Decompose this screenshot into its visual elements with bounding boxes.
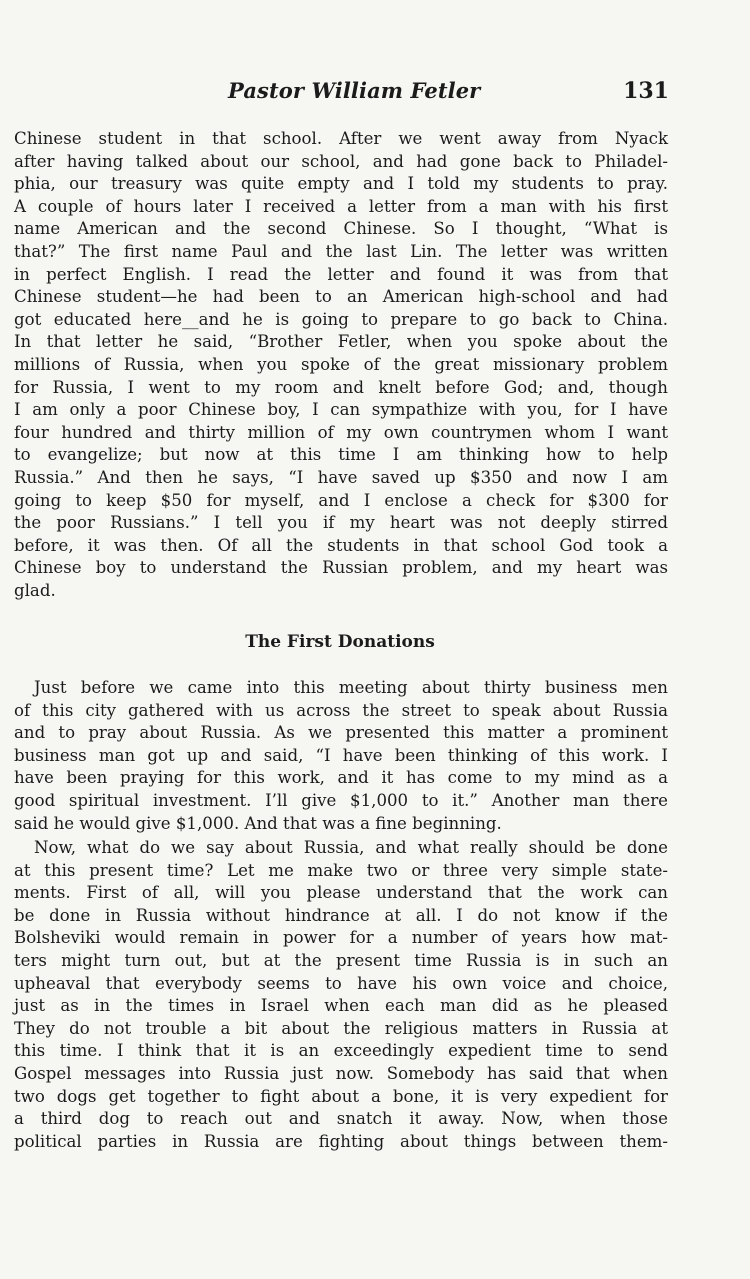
text-line: ters might turn out, but at the present time Russia is in such an xyxy=(14,950,668,970)
text-line: that?” The first name Paul and the last Lin. The letter was written xyxy=(14,241,668,261)
paragraph-russia-now xyxy=(14,837,668,1153)
text-line: Now, what do we say about Russia, and what really should be done xyxy=(34,838,668,857)
running-title: Pastor William Fetler xyxy=(228,78,481,103)
running-head xyxy=(0,78,750,108)
text-line: Chinese student in that school. After we went away from Nyack xyxy=(14,129,668,148)
text-line: phia, our treasury was quite empty and I told my students to pray. xyxy=(14,174,668,194)
text-line: have been praying for this work, and it has come to my mind as a xyxy=(14,768,668,788)
text-line: A couple of hours later I received a letter from a man with his first xyxy=(14,196,668,216)
text-line: Just before we came into this meeting about thirty business men xyxy=(34,678,668,697)
text-line: the poor Russians.” I tell you if my heart was not deeply stirred xyxy=(14,513,668,533)
text-line: business man got up and said, “I have been thinking of this work. I xyxy=(14,745,668,765)
text-line: upheaval that everybody seems to have his own voice and choice, xyxy=(14,973,668,993)
text-line: and to pray about Russia. As we presented this matter a prominent xyxy=(14,723,668,743)
text-line: before, it was then. Of all the students in that school God took a xyxy=(14,535,668,555)
section-heading: The First Donations xyxy=(245,632,435,652)
text-line: going to keep $50 for myself, and I enclose a check for $300 for xyxy=(14,490,668,510)
text-line: Chinese student—he had been to an American high-school and had xyxy=(14,287,668,307)
text-line: Russia.” And then he says, “I have saved up $350 and now I am xyxy=(14,467,668,487)
text-line: just as in the times in Israel when each man did as he pleased xyxy=(14,996,668,1016)
text-line: Gospel messages into Russia just now. Somebody has said that when xyxy=(14,1063,668,1083)
text-line: said he would give $1,000. And that was a fine beginning. xyxy=(14,813,502,833)
text-line: ments. First of all, will you please understand that the work can xyxy=(14,883,668,903)
text-line: In that letter he said, “Brother Fetler, when you spoke about the xyxy=(14,332,668,352)
text-line: got educated here__and he is going to prepare to go back to China. xyxy=(14,309,668,329)
text-line: of this city gathered with us across the street to speak about Russia xyxy=(14,700,668,720)
page-number: 131 xyxy=(623,78,669,104)
paragraph-chinese-student xyxy=(14,128,668,602)
paragraph-first-donations xyxy=(14,677,668,835)
text-line: in perfect English. I read the letter and found it was from that xyxy=(14,264,668,284)
text-line: name American and the second Chinese. So I thought, “What is xyxy=(14,219,668,239)
text-line: be done in Russia without hindrance at all. I do not know if the xyxy=(14,905,668,925)
text-line: Bolsheviki would remain in power for a number of years how mat- xyxy=(14,928,668,948)
text-line: at this present time? Let me make two or three very simple state- xyxy=(14,860,668,880)
text-line: two dogs get together to fight about a bone, it is very expedient for xyxy=(14,1086,668,1106)
text-line: glad. xyxy=(14,580,56,600)
text-line: a third dog to reach out and snatch it away. Now, when those xyxy=(14,1109,668,1129)
text-line: political parties in Russia are fighting about things between them- xyxy=(14,1131,668,1151)
text-line: after having talked about our school, and had gone back to Philadel- xyxy=(14,151,668,171)
text-line: Chinese boy to understand the Russian problem, and my heart was xyxy=(14,558,668,578)
text-line: good spiritual investment. I’ll give $1,000 to it.” Another man there xyxy=(14,790,668,810)
text-line: this time. I think that it is an exceedingly expedient time to send xyxy=(14,1041,668,1061)
text-line: four hundred and thirty million of my own countrymen whom I want xyxy=(14,422,668,442)
text-line: to evangelize; but now at this time I am thinking how to help xyxy=(14,445,668,465)
text-line: for Russia, I went to my room and knelt before God; and, though xyxy=(14,377,668,397)
text-line: millions of Russia, when you spoke of the great missionary problem xyxy=(14,354,668,374)
text-line: They do not trouble a bit about the religious matters in Russia at xyxy=(14,1018,668,1038)
text-line: I am only a poor Chinese boy, I can sympathize with you, for I have xyxy=(14,400,668,420)
